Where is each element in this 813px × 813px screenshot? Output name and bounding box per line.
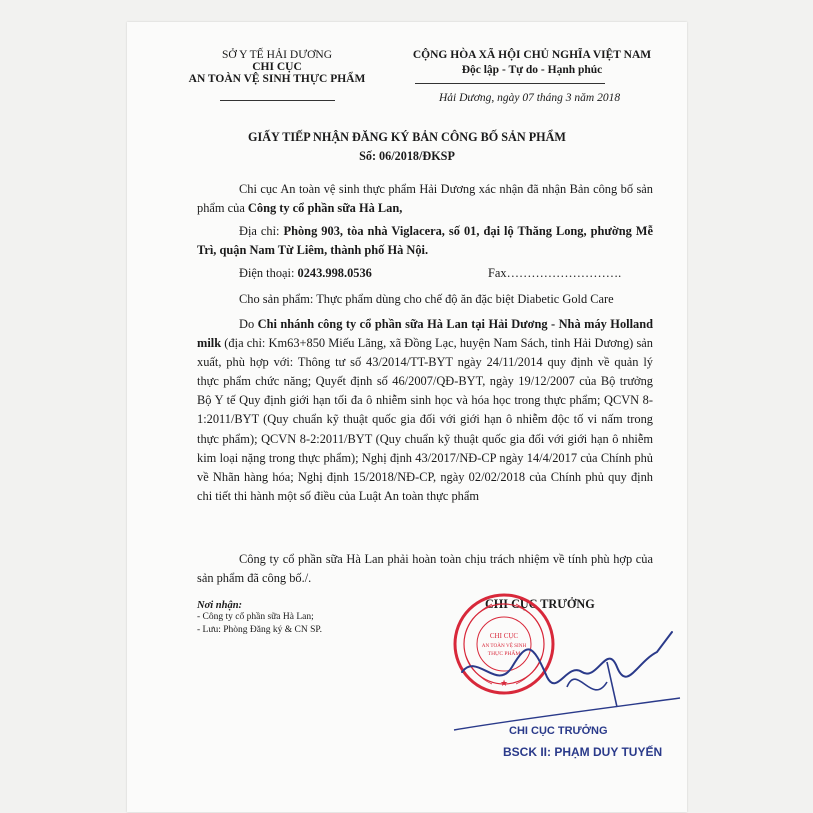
document-title: GIẤY TIẾP NHẬN ĐĂNG KÝ BẢN CÔNG BỐ SẢN PHẨM: [248, 130, 566, 144]
stamp-title: CHI CỤC TRƯỞNG: [509, 725, 608, 737]
responsibility-paragraph: Công ty cổ phần sữa Hà Lan phải hoàn toàn chịu trách nhiệm về tính phù hợp của sản phẩm đã công bố./.: [197, 552, 653, 586]
header-left: [167, 49, 387, 85]
recipient-item: - Công ty cổ phần sữa Hà Lan;: [197, 612, 314, 622]
recipient-item: - Lưu: Phòng Đăng ký & CN SP.: [197, 625, 322, 635]
producer-name: Chi nhánh công ty cổ phần sữa Hà Lan tại Hải Dương - Nhà máy Holland milk: [197, 317, 653, 351]
product-line: [239, 292, 614, 307]
seal-text-line1: CHI CỤC: [489, 632, 519, 640]
fax-line: Fax……………………….: [488, 266, 622, 280]
product-value: Thực phẩm dùng cho chế độ ăn đặc biệt Diabetic Gold Care: [316, 292, 614, 306]
company-name: Công ty cổ phần sữa Hà Lan,: [247, 201, 403, 216]
header-agency: SỞ Y TẾ HẢI DƯƠNG: [221, 49, 333, 61]
motto-underline: [415, 83, 605, 84]
recipients-block: [197, 600, 322, 637]
phone-value: 0243.998.0536: [297, 266, 372, 280]
producer-prefix: Do: [239, 317, 258, 331]
issue-date: Hải Dương, ngày 07 tháng 3 năm 2018: [439, 92, 621, 104]
address-value: Phòng 903, tòa nhà Viglacera, số 01, đại lộ Thăng Long, phường Mễ Trì, quận Nam Từ Liêm, thành phố Hà Nội.: [197, 224, 653, 258]
producer-details: (địa chỉ: Km63+850 Miếu Lãng, xã Đồng Lạc, huyện Nam Sách, tỉnh Hải Dương) sản xuất, phù hợp với: Thông tư số 43/2014/TT-BYT ngày 24/11/2014 quy định về quản lý thực phẩm chức năng; Quyết định số 46/2007/QĐ-BYT, ngày 19/12/2007 của Bộ trưởng Bộ Y tế Quy định giới hạn tối đa ô nhiễm sinh học và hóa học trong thực phẩm; QCVN 8-1:2011/BYT (Quy chuẩn kỹ thuật quốc gia đối với giới hạn ô nhiễm độc tố vi nấm trong thực phẩm); QCVN 8-2:2011/BYT (Quy chuẩn kỹ thuật quốc gia đối với giới hạn ô nhiễm kim loại nặng trong thực phẩm); Nghị định 43/2017/NĐ-CP ngày 14/4/2017 của Chính phủ về Nhãn hàng hóa; Nghị định 15/2018/NĐ-CP, ngày 02/02/2018 của Chính phủ quy định chi tiết thi hành một số điều của Luật An toàn thực phẩm: [197, 336, 653, 503]
national-title: CỘNG HÒA XÃ HỘI CHỦ NGHĨA VIỆT NAM: [412, 49, 652, 61]
header-right: [392, 49, 672, 76]
producer-paragraph: [197, 315, 653, 506]
document-page: [127, 22, 687, 812]
signature-title: CHI CỤC TRƯỞNG: [485, 597, 595, 611]
seal-text-line3: THỰC PHẨM: [487, 651, 521, 657]
svg-text:★: ★: [499, 678, 509, 688]
address-label: Địa chỉ:: [239, 224, 284, 238]
phone-label: Điện thoại:: [239, 266, 298, 280]
intro-text: Chi cục An toàn vệ sinh thực phẩm Hải Dương xác nhận đã nhận Bản công bố sản phẩm của: [197, 182, 653, 216]
document-number: Số: 06/2018/ĐKSP: [359, 149, 455, 163]
header-department-full: AN TOÀN VỆ SINH THỰC PHẨM: [188, 73, 366, 85]
header-department: CHI CỤC: [252, 61, 302, 73]
intro-paragraph: [197, 180, 653, 218]
stamp-underline-stroke: [452, 690, 682, 735]
phone-line: [239, 266, 372, 281]
recipients-heading: Nơi nhận:: [197, 600, 243, 611]
address-paragraph: [197, 222, 653, 260]
agency-underline: [220, 100, 335, 101]
product-label: Cho sản phẩm:: [239, 292, 317, 306]
seal-text-line2: AN TOÀN VỆ SINH: [481, 643, 527, 649]
stamp-name: BSCK II: PHẠM DUY TUYẾN: [503, 745, 663, 759]
national-motto: Độc lập - Tự do - Hạnh phúc: [461, 64, 603, 76]
